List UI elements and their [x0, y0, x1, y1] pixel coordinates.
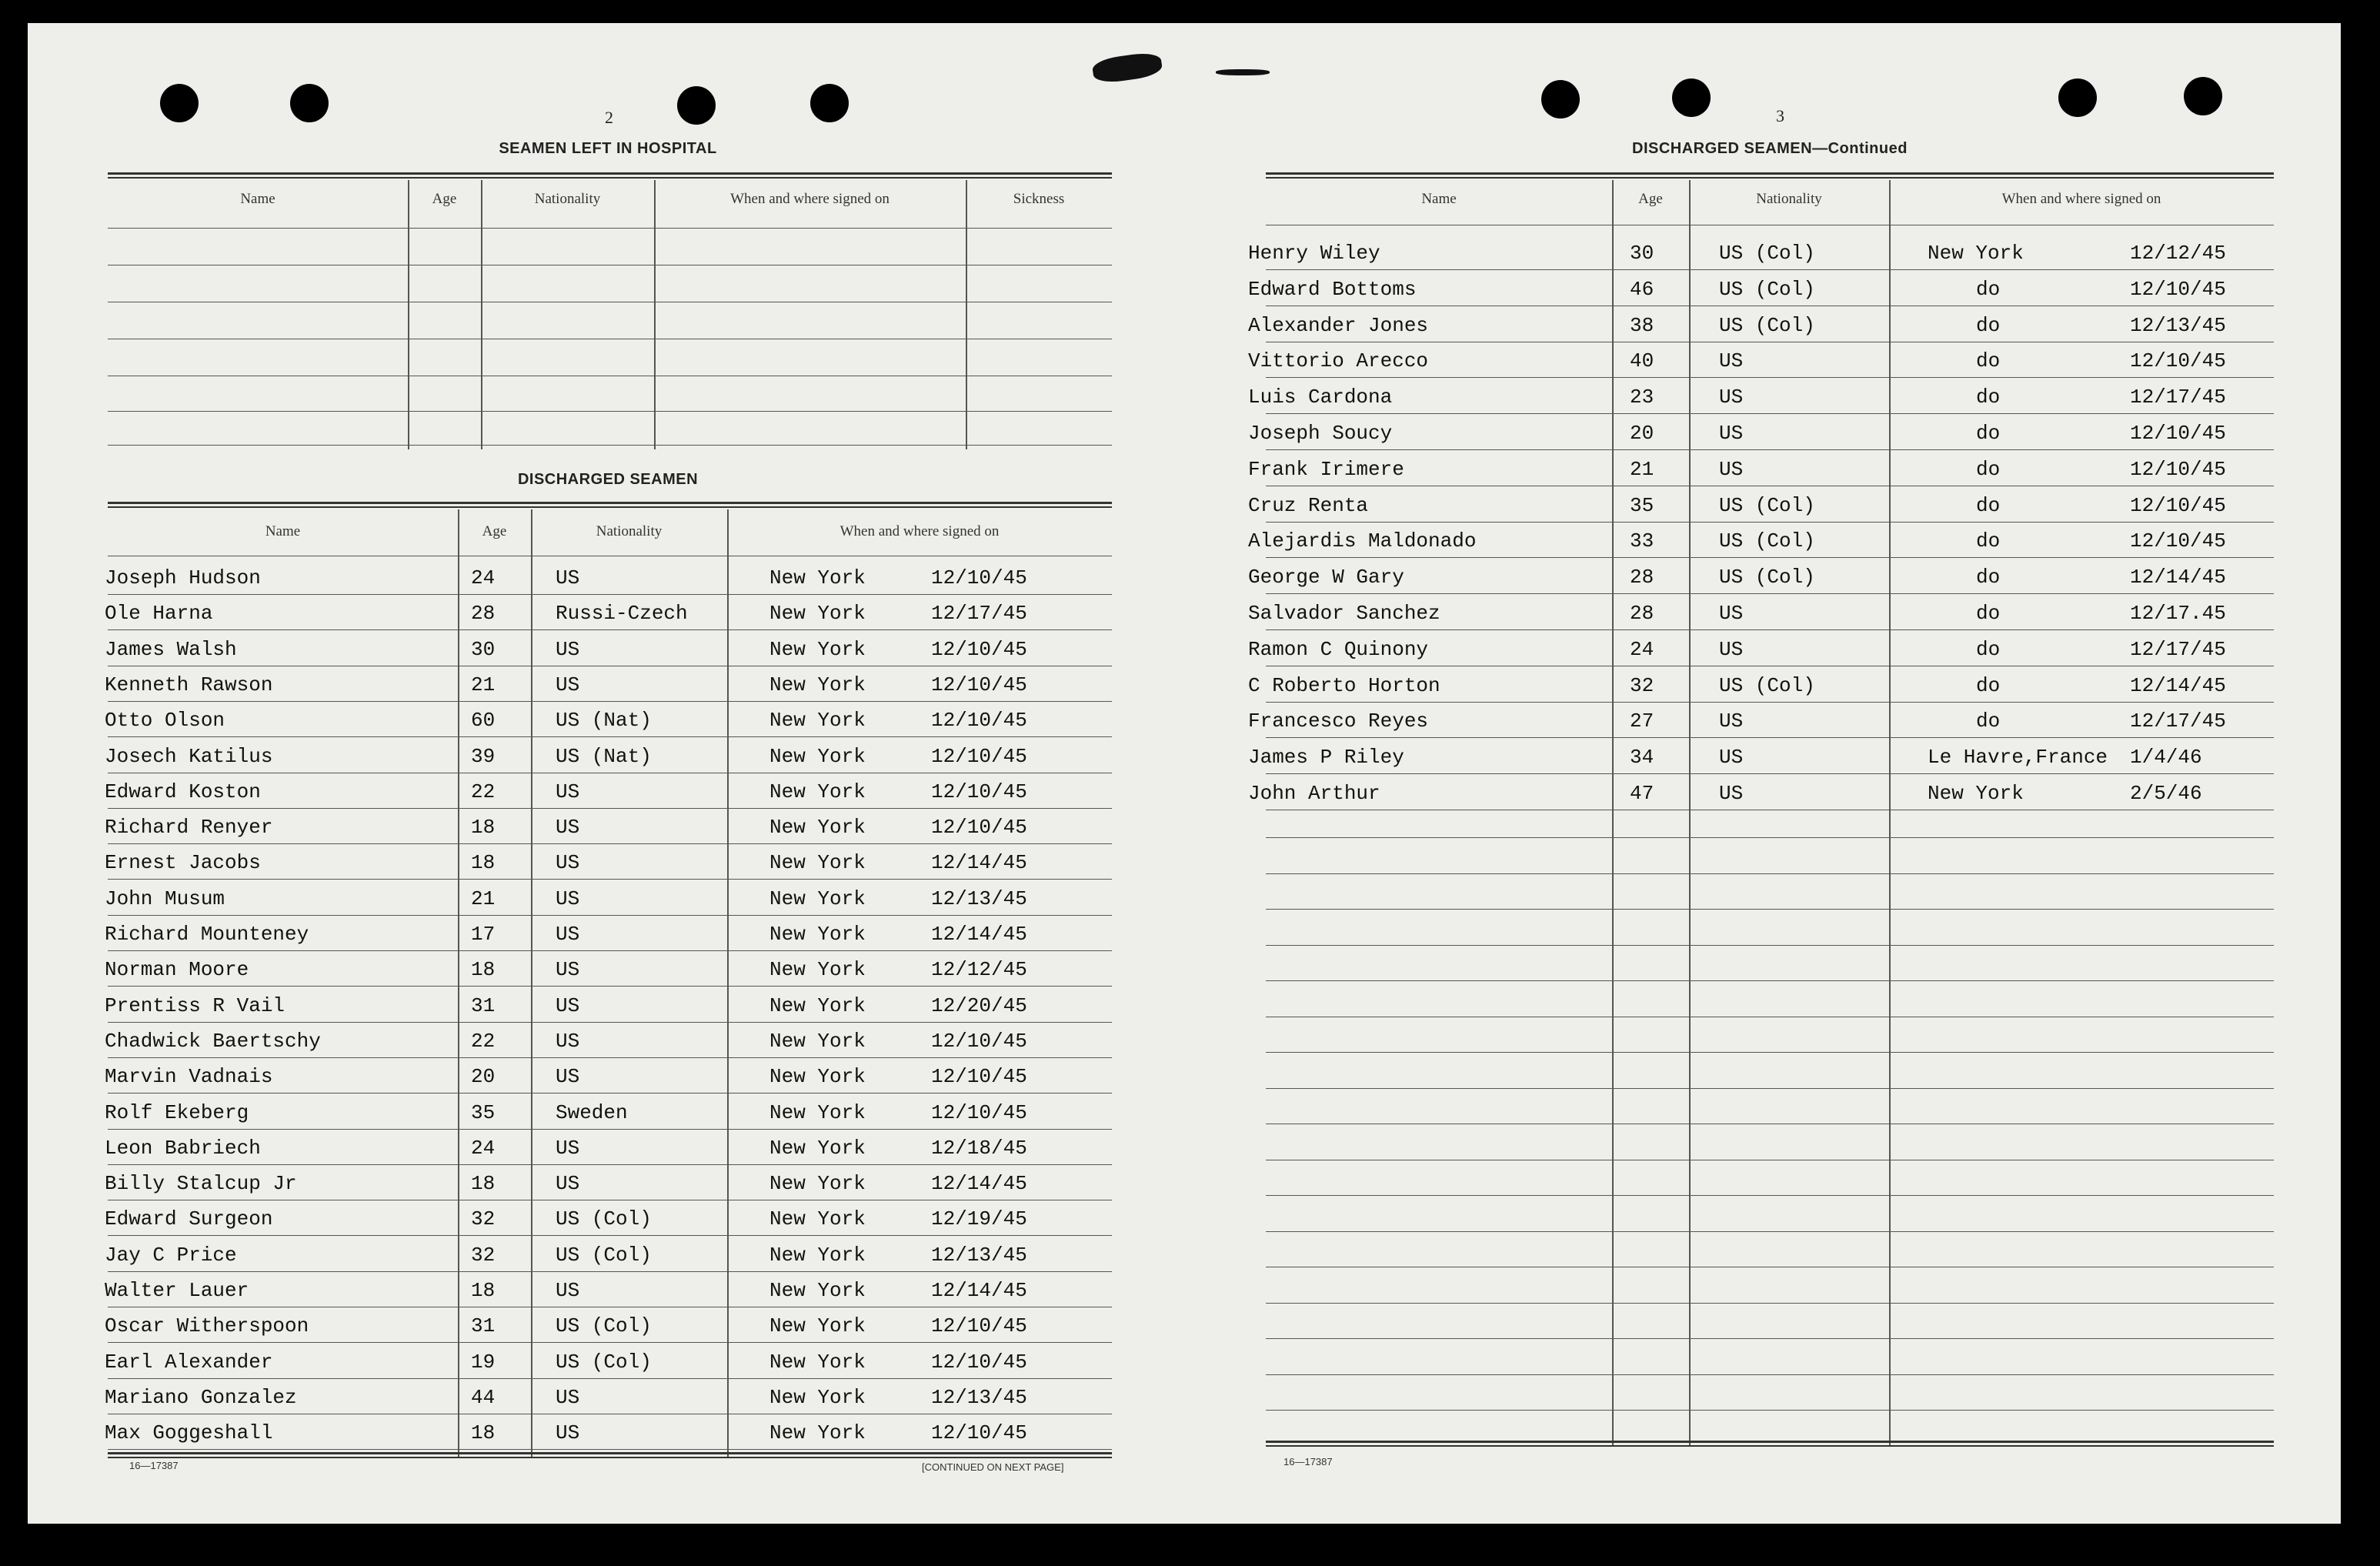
- column-divider: [966, 180, 967, 449]
- signed-on-date: 12/10/45: [931, 1100, 1027, 1124]
- ink-smudge: [1216, 69, 1270, 75]
- punch-hole: [290, 84, 329, 122]
- signed-on-date: 1/4/46: [2130, 746, 2202, 770]
- seaman-nationality: US (Col): [556, 1207, 652, 1231]
- seaman-nationality: US: [556, 1172, 580, 1196]
- signed-on-date: 12/10/45: [931, 637, 1027, 661]
- signed-on-place: do: [1976, 637, 2001, 661]
- column-divider: [1689, 180, 1691, 1445]
- column-divider: [458, 509, 459, 1457]
- column-header: Name: [1421, 191, 1457, 207]
- seaman-age: 31: [471, 1314, 496, 1338]
- row-rule: [108, 411, 1112, 412]
- signed-on-place: New York: [769, 1100, 866, 1124]
- signed-on-date: 12/13/45: [2130, 313, 2226, 337]
- column-header: When and where signed on: [2001, 191, 2161, 207]
- signed-on-place: New York: [769, 1029, 866, 1053]
- hospital-column-header: Name: [240, 191, 275, 207]
- form-number-right: 16—17387: [1283, 1456, 1333, 1467]
- seaman-age: 18: [471, 816, 496, 840]
- signed-on-place: New York: [769, 993, 866, 1017]
- seaman-nationality: US: [1719, 782, 1744, 805]
- seaman-nationality: US (Col): [1719, 566, 1815, 589]
- seaman-age: 23: [1630, 386, 1654, 409]
- seaman-nationality: US (Col): [1719, 493, 1815, 517]
- row-rule: [108, 1057, 1112, 1058]
- punch-hole: [2184, 77, 2222, 115]
- signed-on-place: do: [1976, 529, 2001, 553]
- seaman-age: 18: [471, 1279, 496, 1302]
- signed-on-place: New York: [769, 1279, 866, 1302]
- seaman-age: 28: [471, 602, 496, 626]
- row-rule: [1266, 269, 2274, 270]
- signed-on-date: 12/17/45: [2130, 710, 2226, 733]
- seaman-name: Ramon C Quinony: [1248, 637, 1429, 661]
- row-rule: [108, 808, 1112, 809]
- seaman-age: 33: [1630, 529, 1654, 553]
- form-number-left: 16—17387: [129, 1460, 179, 1471]
- column-header: Nationality: [1756, 191, 1822, 207]
- signed-on-place: do: [1976, 673, 2001, 697]
- signed-on-date: 12/17/45: [931, 602, 1027, 626]
- seaman-name: Marvin Vadnais: [105, 1065, 273, 1089]
- seaman-name: John Musum: [105, 887, 225, 910]
- seaman-nationality: US: [556, 887, 580, 910]
- signed-on-date: 12/10/45: [2130, 529, 2226, 553]
- seaman-age: 35: [471, 1100, 496, 1124]
- seaman-nationality: US: [556, 851, 580, 875]
- seaman-age: 21: [1630, 457, 1654, 481]
- signed-on-place: New York: [769, 1314, 866, 1338]
- seaman-name: Richard Mounteney: [105, 923, 309, 946]
- signed-on-date: 12/19/45: [931, 1207, 1027, 1231]
- seaman-name: Vittorio Arecco: [1248, 349, 1429, 373]
- column-divider: [727, 509, 729, 1457]
- signed-on-place: New York: [769, 637, 866, 661]
- row-rule: [1266, 702, 2274, 703]
- signed-on-date: 12/10/45: [2130, 457, 2226, 481]
- seaman-age: 18: [471, 851, 496, 875]
- seaman-name: Max Goggeshall: [105, 1421, 273, 1445]
- signed-on-place: do: [1976, 349, 2001, 373]
- seaman-nationality: US (Nat): [556, 744, 652, 768]
- seaman-age: 35: [1630, 493, 1654, 517]
- signed-on-place: New York: [769, 1065, 866, 1089]
- blank-row-rule: [1266, 1052, 2274, 1053]
- row-rule: [108, 1378, 1112, 1379]
- seaman-age: 17: [471, 923, 496, 946]
- hospital-column-header: Sickness: [1013, 191, 1065, 207]
- seaman-nationality: US: [556, 993, 580, 1017]
- row-rule: [1266, 737, 2274, 738]
- seaman-name: C Roberto Horton: [1248, 673, 1440, 697]
- signed-on-place: do: [1976, 493, 2001, 517]
- seaman-nationality: US: [556, 1385, 580, 1409]
- signed-on-date: 12/12/45: [931, 958, 1027, 982]
- hospital-column-header: When and where signed on: [730, 191, 890, 207]
- continued-note: [CONTINUED ON NEXT PAGE]: [922, 1461, 1064, 1473]
- seaman-nationality: US: [556, 1029, 580, 1053]
- seaman-name: Henry Wiley: [1248, 242, 1380, 265]
- seaman-nationality: US: [1719, 602, 1744, 625]
- hospital-section-title: SEAMEN LEFT IN HOSPITAL: [499, 140, 717, 157]
- seaman-nationality: US: [556, 958, 580, 982]
- signed-on-date: 12/17/45: [2130, 386, 2226, 409]
- row-rule: [108, 1022, 1112, 1023]
- signed-on-date: 12/12/45: [2130, 242, 2226, 265]
- blank-row-rule: [1266, 873, 2274, 874]
- punch-hole: [160, 84, 199, 122]
- signed-on-place: New York: [769, 1243, 866, 1267]
- seaman-age: 28: [1630, 566, 1654, 589]
- seaman-name: Leon Babriech: [105, 1136, 261, 1160]
- signed-on-place: do: [1976, 422, 2001, 445]
- signed-on-date: 12/14/45: [931, 851, 1027, 875]
- signed-on-place: do: [1976, 566, 2001, 589]
- seaman-age: 30: [1630, 242, 1654, 265]
- signed-on-place: New York: [769, 566, 866, 589]
- signed-on-place: New York: [769, 1421, 866, 1445]
- signed-on-place: Le Havre,France: [1928, 746, 2108, 770]
- seaman-name: Frank Irimere: [1248, 457, 1404, 481]
- row-rule: [1266, 449, 2274, 450]
- row-rule: [108, 629, 1112, 630]
- seaman-age: 22: [471, 780, 496, 803]
- punch-hole: [1541, 80, 1580, 119]
- seaman-name: Otto Olson: [105, 709, 225, 733]
- column-header: Age: [482, 523, 507, 539]
- seaman-age: 20: [1630, 422, 1654, 445]
- row-rule: [108, 950, 1112, 951]
- seaman-name: Francesco Reyes: [1248, 710, 1429, 733]
- discharged-continued-title: DISCHARGED SEAMEN—Continued: [1632, 140, 1908, 157]
- seaman-nationality: US: [1719, 637, 1744, 661]
- signed-on-date: 12/18/45: [931, 1136, 1027, 1160]
- row-rule: [108, 915, 1112, 916]
- seaman-name: Cruz Renta: [1248, 493, 1369, 517]
- seaman-age: 24: [1630, 637, 1654, 661]
- hospital-column-header: Nationality: [534, 191, 601, 207]
- row-rule: [1266, 773, 2274, 774]
- signed-on-place: do: [1976, 710, 2001, 733]
- seaman-name: Earl Alexander: [105, 1350, 273, 1374]
- signed-on-date: 12/14/45: [931, 923, 1027, 946]
- seaman-name: Edward Bottoms: [1248, 277, 1417, 301]
- column-divider: [531, 509, 532, 1457]
- seaman-nationality: US: [556, 816, 580, 840]
- seaman-age: 20: [471, 1065, 496, 1089]
- seaman-name: Luis Cardona: [1248, 386, 1393, 409]
- seaman-age: 19: [471, 1350, 496, 1374]
- seaman-age: 31: [471, 993, 496, 1017]
- seaman-nationality: US: [1719, 349, 1744, 373]
- seaman-age: 39: [471, 744, 496, 768]
- seaman-nationality: US: [556, 637, 580, 661]
- signed-on-date: 12/10/45: [931, 1421, 1027, 1445]
- seaman-name: Rolf Ekeberg: [105, 1100, 249, 1124]
- seaman-nationality: US: [556, 1136, 580, 1160]
- blank-row-rule: [1266, 1338, 2274, 1339]
- seaman-name: Billy Stalcup Jr: [105, 1172, 297, 1196]
- seaman-nationality: US: [556, 780, 580, 803]
- signed-on-date: 12/13/45: [931, 1385, 1027, 1409]
- seaman-age: 34: [1630, 746, 1654, 770]
- seaman-name: Edward Surgeon: [105, 1207, 273, 1231]
- column-header: Nationality: [596, 523, 663, 539]
- seaman-name: Prentiss R Vail: [105, 993, 285, 1017]
- signed-on-place: New York: [769, 851, 866, 875]
- row-rule: [108, 1342, 1112, 1343]
- table-bottom-rule: [108, 1452, 1112, 1458]
- seaman-nationality: US (Col): [556, 1314, 652, 1338]
- signed-on-date: 12/14/45: [2130, 673, 2226, 697]
- seaman-name: Kenneth Rawson: [105, 673, 273, 696]
- seaman-nationality: US (Col): [1719, 277, 1815, 301]
- signed-on-place: New York: [769, 602, 866, 626]
- seaman-nationality: US: [556, 1279, 580, 1302]
- signed-on-place: New York: [769, 1350, 866, 1374]
- seaman-nationality: US: [1719, 710, 1744, 733]
- signed-on-date: 12/10/45: [2130, 349, 2226, 373]
- seaman-nationality: US: [1719, 422, 1744, 445]
- column-divider: [1612, 180, 1614, 1445]
- row-rule: [108, 986, 1112, 987]
- hospital-column-header: Age: [432, 191, 457, 207]
- signed-on-place: New York: [769, 923, 866, 946]
- signed-on-date: 12/14/45: [931, 1279, 1027, 1302]
- table-top-rule: [108, 502, 1112, 508]
- seaman-nationality: US: [1719, 386, 1744, 409]
- row-rule: [108, 594, 1112, 595]
- seaman-nationality: US: [556, 923, 580, 946]
- column-divider: [1889, 180, 1891, 1445]
- row-rule: [108, 736, 1112, 737]
- header-rule: [108, 228, 1112, 229]
- seaman-age: 24: [471, 566, 496, 589]
- row-rule: [1266, 522, 2274, 523]
- seaman-name: Richard Renyer: [105, 816, 273, 840]
- punch-hole: [1672, 78, 1711, 117]
- signed-on-date: 12/10/45: [931, 816, 1027, 840]
- blank-row-rule: [1266, 980, 2274, 981]
- seaman-nationality: US: [556, 1421, 580, 1445]
- seaman-age: 18: [471, 1421, 496, 1445]
- signed-on-place: New York: [769, 1207, 866, 1231]
- punch-hole: [2058, 78, 2097, 117]
- row-rule: [108, 1164, 1112, 1165]
- seaman-name: Ole Harna: [105, 602, 213, 626]
- row-rule: [1266, 557, 2274, 558]
- signed-on-place: do: [1976, 313, 2001, 337]
- signed-on-date: 12/10/45: [2130, 493, 2226, 517]
- seaman-name: Alexander Jones: [1248, 313, 1429, 337]
- row-rule: [108, 1271, 1112, 1272]
- signed-on-date: 2/5/46: [2130, 782, 2202, 805]
- blank-row-rule: [1266, 909, 2274, 910]
- signed-on-place: do: [1976, 457, 2001, 481]
- page-number-left: 2: [605, 108, 613, 127]
- seaman-nationality: Russi-Czech: [556, 602, 688, 626]
- blank-row-rule: [1266, 837, 2274, 838]
- seaman-age: 38: [1630, 313, 1654, 337]
- signed-on-place: New York: [769, 780, 866, 803]
- seaman-age: 28: [1630, 602, 1654, 625]
- signed-on-date: 12/10/45: [931, 780, 1027, 803]
- blank-row-rule: [1266, 1410, 2274, 1411]
- signed-on-place: New York: [1928, 782, 2024, 805]
- seaman-age: 46: [1630, 277, 1654, 301]
- table-bottom-rule: [1266, 1441, 2274, 1447]
- column-header: Age: [1638, 191, 1663, 207]
- seaman-nationality: US: [556, 566, 580, 589]
- seaman-age: 18: [471, 958, 496, 982]
- signed-on-place: New York: [769, 1385, 866, 1409]
- seaman-name: Mariano Gonzalez: [105, 1385, 297, 1409]
- seaman-nationality: Sweden: [556, 1100, 628, 1124]
- seaman-name: Norman Moore: [105, 958, 249, 982]
- signed-on-place: New York: [1928, 242, 2024, 265]
- table-top-rule: [1266, 172, 2274, 179]
- seaman-name: Walter Lauer: [105, 1279, 249, 1302]
- seaman-name: Joseph Hudson: [105, 566, 261, 589]
- seaman-age: 47: [1630, 782, 1654, 805]
- signed-on-date: 12/14/45: [2130, 566, 2226, 589]
- row-rule: [108, 879, 1112, 880]
- seaman-nationality: US (Col): [1719, 529, 1815, 553]
- seaman-nationality: US (Col): [556, 1243, 652, 1267]
- row-rule: [108, 701, 1112, 702]
- seaman-age: 27: [1630, 710, 1654, 733]
- seaman-age: 32: [471, 1243, 496, 1267]
- seaman-age: 60: [471, 709, 496, 733]
- seaman-name: James Walsh: [105, 637, 237, 661]
- signed-on-place: New York: [769, 744, 866, 768]
- signed-on-date: 12/20/45: [931, 993, 1027, 1017]
- seaman-age: 40: [1630, 349, 1654, 373]
- blank-row-rule: [1266, 945, 2274, 946]
- column-divider: [408, 180, 409, 449]
- seaman-name: John Arthur: [1248, 782, 1380, 805]
- seaman-name: Chadwick Baertschy: [105, 1029, 321, 1053]
- seaman-age: 22: [471, 1029, 496, 1053]
- signed-on-date: 12/10/45: [931, 1065, 1027, 1089]
- blank-row-rule: [1266, 1303, 2274, 1304]
- seaman-name: Josech Katilus: [105, 744, 273, 768]
- signed-on-date: 12/10/45: [2130, 277, 2226, 301]
- signed-on-place: New York: [769, 709, 866, 733]
- seaman-name: George W Gary: [1248, 566, 1404, 589]
- seaman-nationality: US: [1719, 746, 1744, 770]
- seaman-age: 32: [471, 1207, 496, 1231]
- seaman-nationality: US (Col): [1719, 242, 1815, 265]
- seaman-name: Ernest Jacobs: [105, 851, 261, 875]
- row-rule: [1266, 413, 2274, 414]
- blank-row-rule: [1266, 1088, 2274, 1089]
- signed-on-place: New York: [769, 1136, 866, 1160]
- seaman-age: 21: [471, 673, 496, 696]
- row-rule: [1266, 377, 2274, 378]
- signed-on-place: New York: [769, 816, 866, 840]
- table-top-rule: [108, 172, 1112, 179]
- seaman-nationality: US (Nat): [556, 709, 652, 733]
- signed-on-place: New York: [769, 1172, 866, 1196]
- signed-on-place: New York: [769, 673, 866, 696]
- signed-on-date: 12/17/45: [2130, 637, 2226, 661]
- signed-on-date: 12/10/45: [931, 1350, 1027, 1374]
- row-rule: [108, 1093, 1112, 1094]
- seaman-nationality: US (Col): [1719, 673, 1815, 697]
- signed-on-place: do: [1976, 277, 2001, 301]
- signed-on-date: 12/14/45: [931, 1172, 1027, 1196]
- row-rule: [108, 1449, 1112, 1450]
- signed-on-place: New York: [769, 887, 866, 910]
- blank-row-rule: [1266, 1374, 2274, 1375]
- seaman-name: Edward Koston: [105, 780, 261, 803]
- signed-on-date: 12/10/45: [931, 1029, 1027, 1053]
- seaman-name: Alejardis Maldonado: [1248, 529, 1477, 553]
- column-divider: [481, 180, 482, 449]
- seaman-nationality: US (Col): [556, 1350, 652, 1374]
- signed-on-place: do: [1976, 386, 2001, 409]
- signed-on-date: 12/13/45: [931, 887, 1027, 910]
- signed-on-date: 12/10/45: [931, 566, 1027, 589]
- signed-on-date: 12/13/45: [931, 1243, 1027, 1267]
- seaman-age: 18: [471, 1172, 496, 1196]
- seaman-age: 24: [471, 1136, 496, 1160]
- row-rule: [108, 1129, 1112, 1130]
- row-rule: [1266, 593, 2274, 594]
- row-rule: [108, 843, 1112, 844]
- seaman-age: 30: [471, 637, 496, 661]
- signed-on-date: 12/10/45: [931, 744, 1027, 768]
- seaman-age: 44: [471, 1385, 496, 1409]
- blank-row-rule: [1266, 1195, 2274, 1196]
- column-divider: [654, 180, 656, 449]
- seaman-name: Jay C Price: [105, 1243, 237, 1267]
- signed-on-date: 12/10/45: [931, 673, 1027, 696]
- blank-row-rule: [1266, 1231, 2274, 1232]
- punch-hole: [810, 84, 849, 122]
- seaman-nationality: US: [556, 1065, 580, 1089]
- seaman-name: James P Riley: [1248, 746, 1404, 770]
- column-header: Name: [265, 523, 301, 539]
- signed-on-date: 12/10/45: [931, 709, 1027, 733]
- signed-on-date: 12/10/45: [931, 1314, 1027, 1338]
- seaman-name: Joseph Soucy: [1248, 422, 1393, 445]
- seaman-age: 32: [1630, 673, 1654, 697]
- seaman-age: 21: [471, 887, 496, 910]
- seaman-nationality: US: [1719, 457, 1744, 481]
- signed-on-date: 12/10/45: [2130, 422, 2226, 445]
- signed-on-place: do: [1976, 602, 2001, 625]
- seaman-name: Salvador Sanchez: [1248, 602, 1440, 625]
- page-number-right: 3: [1776, 106, 1784, 125]
- row-rule: [108, 1235, 1112, 1236]
- signed-on-date: 12/17.45: [2130, 602, 2226, 625]
- seaman-name: Oscar Witherspoon: [105, 1314, 309, 1338]
- signed-on-place: New York: [769, 958, 866, 982]
- punch-hole: [677, 86, 716, 125]
- column-header: When and where signed on: [840, 523, 1000, 539]
- row-rule: [1266, 629, 2274, 630]
- seaman-nationality: US (Col): [1719, 313, 1815, 337]
- seaman-nationality: US: [556, 673, 580, 696]
- row-rule: [108, 445, 1112, 446]
- discharged-section-title: DISCHARGED SEAMEN: [517, 471, 699, 488]
